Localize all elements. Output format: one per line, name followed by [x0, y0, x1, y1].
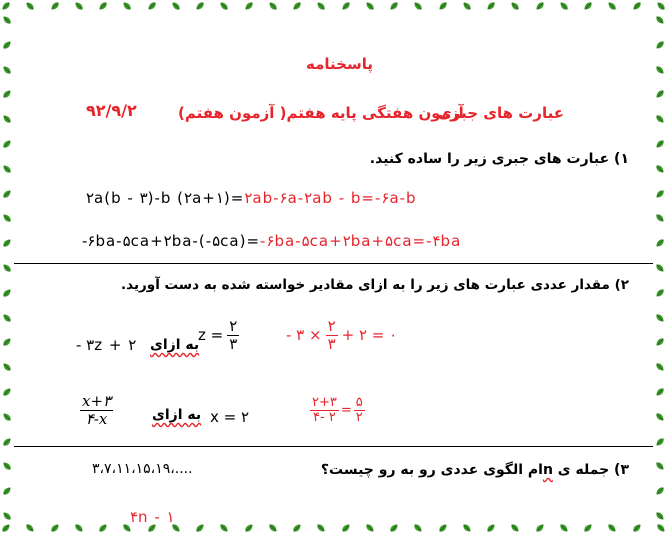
leaf-icon — [1, 436, 13, 448]
leaf-icon — [654, 336, 666, 348]
topic-title: عبارت های جبری — [438, 104, 564, 122]
leaf-icon — [364, 0, 376, 12]
leaf-icon — [49, 522, 61, 534]
leaf-icon — [485, 0, 497, 12]
leaf-icon — [1, 262, 13, 274]
leaf-icon — [1, 460, 13, 472]
leaf-icon — [654, 88, 666, 100]
leaf-icon — [364, 522, 376, 534]
leaf-icon — [315, 522, 327, 534]
leaf-icon — [24, 0, 36, 12]
leaf-border-left — [0, 14, 14, 522]
leaf-icon — [73, 522, 85, 534]
leaf-icon — [412, 522, 424, 534]
leaf-icon — [654, 460, 666, 472]
leaf-icon — [606, 522, 618, 534]
fraction-two-thirds: $\frac{۲}{۳}$ — [229, 317, 238, 353]
leaf-icon — [24, 522, 36, 534]
leaf-icon — [461, 0, 473, 12]
leaf-icon — [1, 386, 13, 398]
q2-condition-b: x = ۲ — [210, 408, 250, 426]
leaf-icon — [1, 411, 13, 423]
leaf-icon — [218, 0, 230, 12]
q1-line2-expression: -۶ba-۵ca+۲ba-(-۵ca)= — [82, 232, 261, 250]
leaf-icon — [243, 522, 255, 534]
exam-date: ۹۲/۹/۲ — [86, 101, 137, 120]
leaf-icon — [654, 411, 666, 423]
leaf-icon — [1, 485, 13, 497]
q2-for-label-b: به ازای — [152, 407, 202, 423]
q1-line2-answer: -۶ba-۵ca+۲ba+۵ca=-۴ba — [260, 232, 462, 250]
leaf-icon — [1, 138, 13, 150]
leaf-icon — [218, 522, 230, 534]
leaf-icon — [631, 522, 643, 534]
leaf-icon — [654, 361, 666, 373]
leaf-icon — [631, 0, 643, 12]
q1-line1 — [86, 189, 417, 207]
leaf-icon — [243, 0, 255, 12]
leaf-icon — [654, 138, 666, 150]
leaf-icon — [340, 522, 352, 534]
leaf-icon — [606, 0, 618, 12]
leaf-icon — [654, 237, 666, 249]
leaf-icon — [1, 510, 13, 522]
leaf-icon — [654, 485, 666, 497]
q2-answer-b: $\frac{۲+۳}{۴- ۲}$ = $\frac{۵}{۲}$ — [312, 395, 363, 426]
leaf-icon — [1, 237, 13, 249]
leaf-icon — [0, 522, 12, 534]
leaf-icon — [461, 522, 473, 534]
leaf-icon — [315, 0, 327, 12]
leaf-icon — [97, 0, 109, 12]
leaf-icon — [267, 0, 279, 12]
leaf-icon — [582, 0, 594, 12]
leaf-icon — [1, 287, 13, 299]
leaf-icon — [437, 0, 449, 12]
leaf-icon — [291, 522, 303, 534]
leaf-icon — [654, 188, 666, 200]
q1-prompt: ۱) عبارت های جبری زیر را ساده کنید. — [369, 151, 629, 167]
q2-expression-a: - ۳z + ۲ — [76, 336, 137, 354]
q1-line2 — [82, 232, 461, 250]
leaf-icon — [654, 39, 666, 51]
leaf-icon — [1, 336, 13, 348]
leaf-icon — [654, 312, 666, 324]
leaf-icon — [49, 0, 61, 12]
leaf-icon — [534, 0, 546, 12]
leaf-icon — [1, 39, 13, 51]
leaf-icon — [558, 0, 570, 12]
divider-2 — [14, 446, 653, 447]
divider-1 — [14, 263, 653, 264]
leaf-icon — [654, 436, 666, 448]
leaf-icon — [654, 163, 666, 175]
leaf-icon — [655, 0, 667, 12]
leaf-icon — [388, 522, 400, 534]
leaf-icon — [654, 262, 666, 274]
q2-answer-a: - ۳ × $\frac{۲}{۳}$ + ۲ = ۰ — [286, 317, 398, 353]
q1-line1-answer: ۲ab-۶a-۲ab - b=-۶a-b — [244, 189, 417, 207]
leaf-icon — [654, 287, 666, 299]
leaf-icon — [146, 0, 158, 12]
leaf-icon — [534, 522, 546, 534]
leaf-icon — [194, 0, 206, 12]
leaf-icon — [194, 522, 206, 534]
leaf-icon — [1, 188, 13, 200]
q3-sequence: ۳،۷،۱۱،۱۵،۱۹،.... — [92, 461, 193, 477]
leaf-icon — [654, 510, 666, 522]
q2-expression-b: $\frac{x+۳}{۴-x}$ — [82, 392, 112, 428]
leaf-icon — [340, 0, 352, 12]
leaf-icon — [485, 522, 497, 534]
leaf-icon — [654, 113, 666, 125]
leaf-icon — [0, 0, 12, 12]
page-title: پاسخنامه — [306, 55, 373, 73]
leaf-icon — [437, 522, 449, 534]
leaf-icon — [654, 212, 666, 224]
leaf-icon — [654, 14, 666, 26]
leaf-icon — [1, 88, 13, 100]
q2-condition-a: z = $\frac{۲}{۳}$ — [198, 317, 238, 353]
exam-title: آزمون هفتگی پایه هفتم( آزمون هفتم) — [178, 104, 464, 122]
leaf-icon — [1, 212, 13, 224]
leaf-icon — [97, 522, 109, 534]
leaf-icon — [509, 0, 521, 12]
leaf-icon — [654, 64, 666, 76]
leaf-icon — [654, 386, 666, 398]
leaf-icon — [267, 522, 279, 534]
leaf-border-top — [0, 0, 667, 14]
leaf-icon — [388, 0, 400, 12]
leaf-icon — [1, 361, 13, 373]
leaf-icon — [1, 64, 13, 76]
leaf-icon — [509, 522, 521, 534]
q1-line1-expression: ۲a(b - ۳)-b (۲a+۱)= — [86, 189, 245, 207]
leaf-icon — [1, 163, 13, 175]
leaf-icon — [655, 522, 667, 534]
leaf-icon — [73, 0, 85, 12]
q3-answer: ۴n - ۱ — [130, 508, 175, 526]
leaf-icon — [412, 0, 424, 12]
leaf-icon — [582, 522, 594, 534]
q2-prompt: ۲) مقدار عددی عبارت های زیر را به ازای مقادیر خواسته شده به دست آورید. — [121, 277, 629, 293]
q3-prompt: ۳) جمله ی nام الگوی عددی رو به رو چیست؟ — [320, 462, 629, 478]
leaf-icon — [170, 0, 182, 12]
leaf-icon — [291, 0, 303, 12]
leaf-icon — [1, 113, 13, 125]
leaf-border-bottom — [0, 522, 667, 536]
leaf-border-right — [653, 14, 667, 522]
leaf-icon — [558, 522, 570, 534]
q2-for-label-a: به ازای — [150, 337, 200, 353]
leaf-icon — [1, 312, 13, 324]
leaf-icon — [121, 0, 133, 12]
leaf-icon — [1, 14, 13, 26]
